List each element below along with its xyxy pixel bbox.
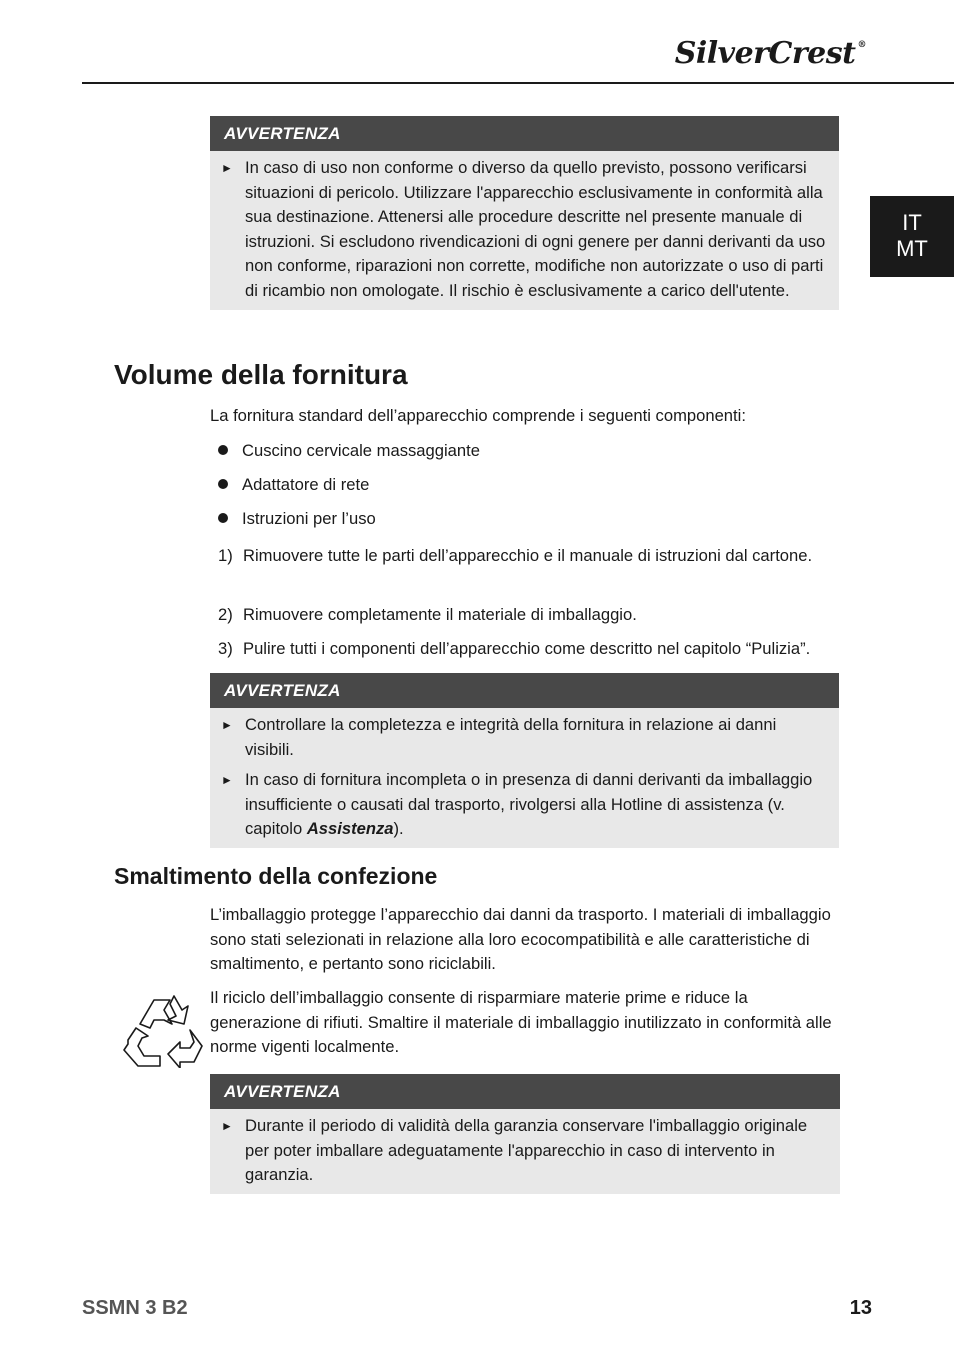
warning-box-1 xyxy=(210,116,839,310)
list-item-text: Cuscino cervicale massaggiante xyxy=(242,441,480,460)
arrow-right-icon: ► xyxy=(221,1119,233,1133)
page-number: 13 xyxy=(849,1297,872,1319)
step-item xyxy=(218,603,838,628)
warning-title: AVVERTENZA xyxy=(210,116,839,151)
language-tab-line2: MT xyxy=(896,236,928,261)
language-tab xyxy=(870,196,954,277)
warning-item xyxy=(221,713,827,762)
warning-text: In caso di fornitura incompleta o in presenza di danni derivanti da imballaggio insufficiente o causati dal trasporto, rivolgersi alla Hotline di assistenza (v. capitolo xyxy=(245,770,813,839)
step-item xyxy=(218,637,838,662)
warning-item xyxy=(221,768,827,842)
warning-text: Controllare la completezza e integrità della fornitura in relazione ai danni visibili. xyxy=(245,715,777,759)
warning-title: AVVERTENZA xyxy=(210,1074,840,1109)
section-title-fornitura: Volume della fornitura xyxy=(114,359,408,390)
section-paragraph: L’imballaggio protegge l’apparecchio dai danni da trasporto. I materiali di imballaggio sono stati selezionati in relazione alla loro ecocompatibilità e alle caratteristiche di smaltimento, e pertanto sono riciclabili. xyxy=(210,905,831,974)
language-tab-line1: IT xyxy=(902,210,922,235)
step-text: Rimuovere tutte le parti dell’apparecchio e il manuale di istruzioni dal cartone. xyxy=(243,546,813,565)
step-item xyxy=(218,544,838,569)
warning-text-bold: Assistenza xyxy=(306,819,394,839)
step-text: Pulire tutti i componenti dell’apparecchio come descritto nel capitolo “Pulizia”. xyxy=(243,639,811,658)
footer-model: SSMN 3 B2 xyxy=(82,1297,188,1319)
warning-item xyxy=(221,1114,828,1188)
recycle-icon xyxy=(120,990,204,1068)
arrow-right-icon: ► xyxy=(221,773,233,788)
list-item xyxy=(218,473,369,498)
header-rule xyxy=(82,82,954,84)
list-item xyxy=(218,507,376,532)
step-number: 2) xyxy=(218,605,233,624)
brand-name: SilverCrest xyxy=(674,36,856,71)
warning-text: In caso di uso non conforme o diverso da quello previsto, possono verificarsi situazioni di pericolo. Utilizzare l'apparecchio esclusivamente in conformità alla sua destinazione. Attenersi alle procedure descritte nel presente manuale di istruzioni. Si escludono rivendicazioni di ogni genere per danni derivanti da uso non conforme, riparazioni non corrette, modifiche non autorizzate o uso di parti di ricambio non omologate. Il rischio è esclusivamente a carico dell'utente. xyxy=(245,158,826,300)
warning-box-2 xyxy=(210,673,839,848)
step-number: 3) xyxy=(218,639,233,658)
section-paragraph: Il riciclo dell’imballaggio consente di risparmiare materie prime e riduce la generazione di rifiuti. Smaltire il materiale di imballaggio inutilizzato in conformità alle norme vigenti localmente. xyxy=(210,988,832,1057)
arrow-right-icon: ► xyxy=(221,718,233,732)
bullet-dot-icon xyxy=(218,445,228,455)
bullet-dot-icon xyxy=(218,513,228,523)
list-item-text: Adattatore di rete xyxy=(242,475,370,494)
section-title-smaltimento: Smaltimento della confezione xyxy=(114,863,438,889)
brand-logo xyxy=(675,36,866,71)
step-number: 1) xyxy=(218,546,233,565)
arrow-right-icon: ► xyxy=(221,161,233,175)
warning-text: Durante il periodo di validità della garanzia conservare l'imballaggio originale per poter imballare adeguatamente l'apparecchio in caso di intervento in garanzia. xyxy=(245,1116,808,1185)
bullet-dot-icon xyxy=(218,479,228,489)
warning-title: AVVERTENZA xyxy=(210,673,839,708)
registered-mark: ® xyxy=(857,40,866,50)
warning-text-end: ). xyxy=(393,819,404,839)
list-item xyxy=(218,439,480,464)
section-intro: La fornitura standard dell’apparecchio comprende i seguenti componenti: xyxy=(210,406,746,425)
list-item-text: Istruzioni per l’uso xyxy=(242,509,376,528)
warning-box-3 xyxy=(210,1074,840,1194)
step-text: Rimuovere completamente il materiale di imballaggio. xyxy=(243,605,637,624)
warning-item xyxy=(221,156,827,304)
